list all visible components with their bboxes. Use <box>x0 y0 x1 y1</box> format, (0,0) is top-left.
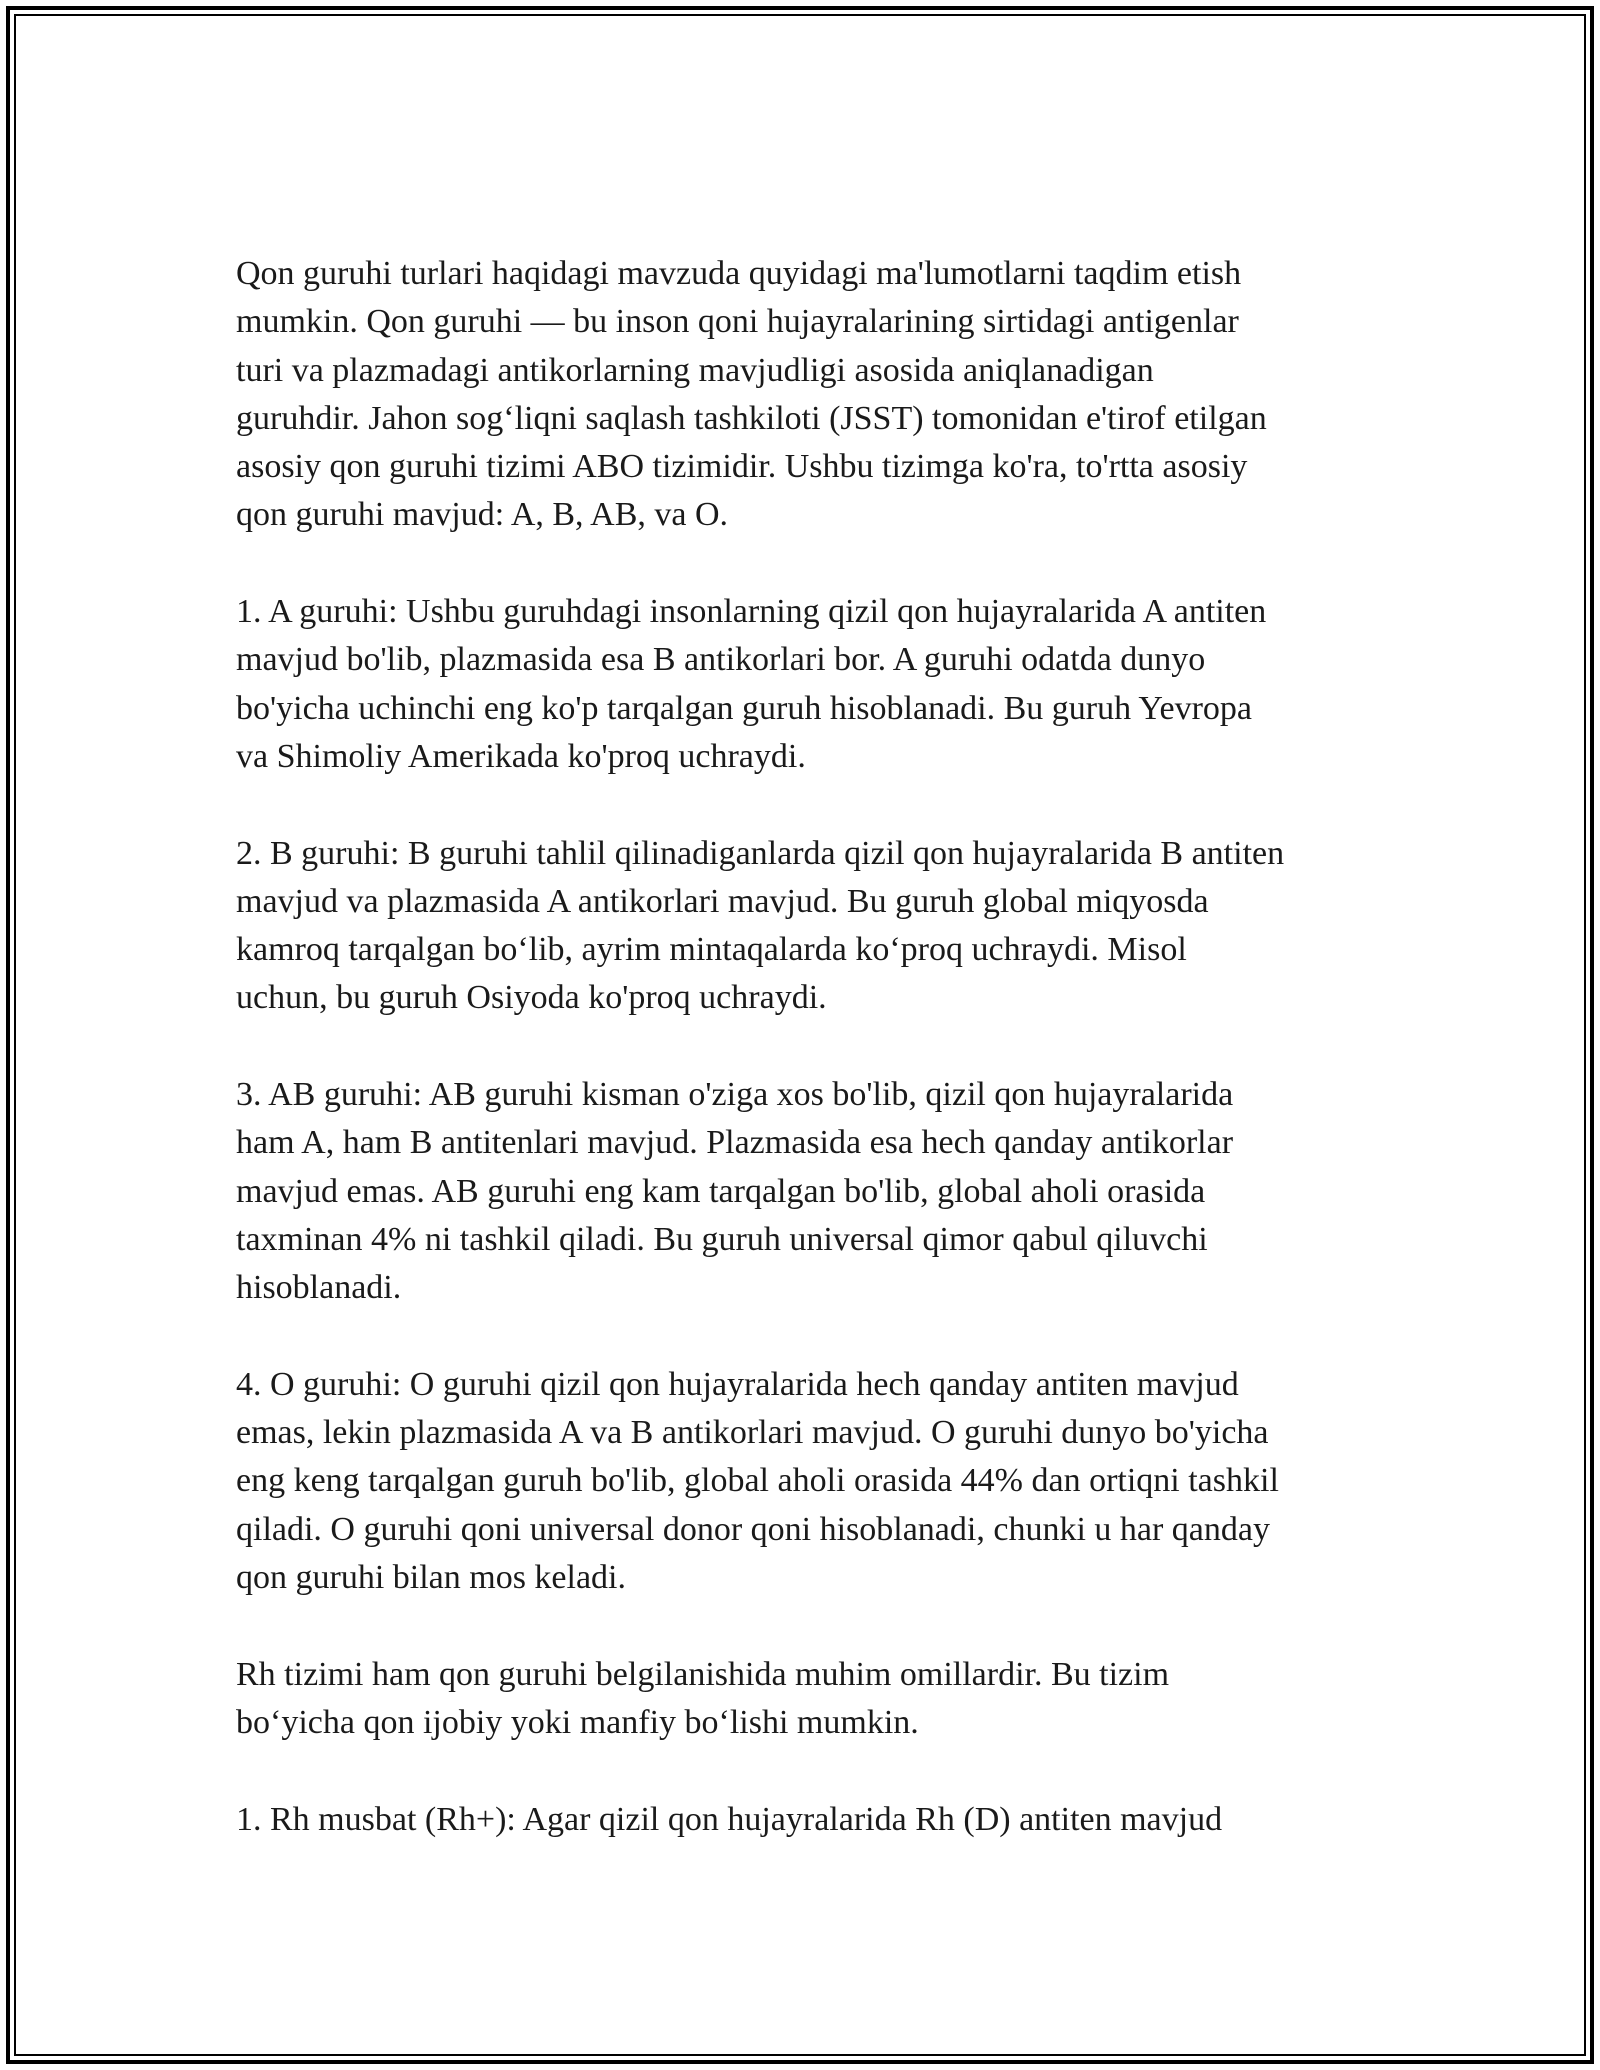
paragraph-rh-system: Rh tizimi ham qon guruhi belgilanishida muhim omillardir. Bu tizim bo‘yicha qon ijobiy yoki manfiy bo‘lishi mumkin. <box>236 1655 1170 1741</box>
paragraph-rh-positive: 1. Rh musbat (Rh+): Agar qizil qon hujayralarida Rh (D) antiten mavjud <box>236 1800 1223 1838</box>
paragraph-group-o: 4. O guruhi: O guruhi qizil qon hujayralarida hech qanday antiten mavjud emas, lekin plazmasida A va B antikorlari mavjud. O guruhi dunyo bo'yicha eng keng tarqalgan guruh bo'lib, global aholi orasida 44% dan ortiqni tashkil qiladi. O guruhi qoni universal donor qoni hisoblanadi, chunki u har qanday qon guruhi bilan mos keladi. <box>236 1365 1279 1597</box>
paragraph-group-a: 1. A guruhi: Ushbu guruhdagi insonlarning qizil qon hujayralarida A antiten mavjud bo'lib, plazmasida esa B antikorlari bor. A guruhi odatda dunyo bo'yicha uchinchi eng ko'p tarqalgan guruh hisoblanadi. Bu guruh Yevropa va Shimoliy Amerikada ko'proq uchraydi. <box>236 593 1267 775</box>
paragraph-group-b: 2. B guruhi: B guruhi tahlil qilinadiganlarda qizil qon hujayralarida B antiten mavjud va plazmasida A antikorlari mavjud. Bu guruh global miqyosda kamroq tarqalgan bo‘lib, ayrim mintaqalarda ko‘proq uchraydi. Misol uchun, bu guruh Osiyoda ko'proq uchraydi. <box>236 834 1285 1017</box>
paragraph-group-ab: 3. AB guruhi: AB guruhi kisman o'ziga xos bo'lib, qizil qon hujayralarida ham A, ham B antitenlari mavjud. Plazmasida esa hech qanday antikorlar mavjud emas. AB guruhi eng kam tarqalgan bo'lib, global aholi orasida taxminan 4% ni tashkil qiladi. Bu guruh universal qimor qabul qiluvchi hisoblanadi. <box>236 1076 1234 1307</box>
document-body <box>236 250 1386 1844</box>
paragraph-intro: Qon guruhi turlari haqidagi mavzuda quyidagi ma'lumotlarni taqdim etish mumkin. Qon guruhi — bu inson qoni hujayralarining sirtidagi antigenlar turi va plazmadagi antikorlarning mavjudligi asosida aniqlanadigan guruhdir. Jahon sog‘liqni saqlash tashkiloti (JSST) tomonidan e'tirof etilgan asosiy qon guruhi tizimi ABO tizimidir. Ushbu tizimga ko'ra, to'rtta asosiy qon guruhi mavjud: A, B, AB, va O. <box>236 255 1267 534</box>
